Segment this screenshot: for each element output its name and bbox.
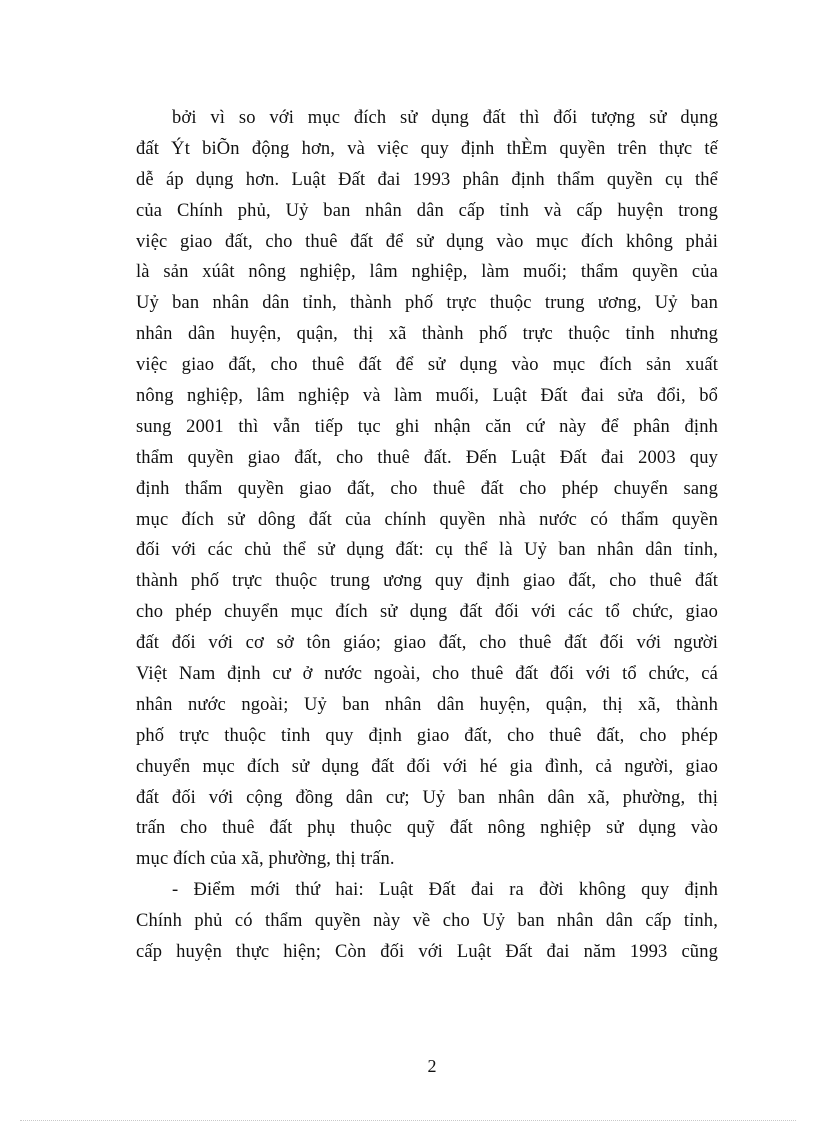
text-line: nhân dân huyện, quận, thị xã thành phố trực thuộc tỉnh nhưng bbox=[136, 324, 718, 345]
text-line: việc giao đất, cho thuê đất để sử dụng vào mục đích sản xuất bbox=[136, 355, 718, 376]
text-line: cấp huyện thực hiện; Còn đối với Luật Đất đai năm 1993 cũng bbox=[136, 942, 718, 963]
text-line: trấn cho thuê đất phụ thuộc quỹ đất nông nghiệp sử dụng vào bbox=[136, 818, 718, 839]
page-bottom-divider bbox=[20, 1120, 796, 1121]
text-line: chuyển mục đích sử dụng đất đối với hé gia đình, cả người, giao bbox=[136, 756, 718, 777]
text-line: của Chính phủ, Uỷ ban nhân dân cấp tỉnh và cấp huyện trong bbox=[136, 200, 718, 221]
text-line: mục đích sử dông đất của chính quyền nhà nước có thẩm quyền bbox=[136, 509, 718, 530]
text-line: mục đích của xã, phường, thị trấn. bbox=[136, 849, 395, 870]
paragraph-1 bbox=[136, 103, 718, 875]
text-line: phố trực thuộc tỉnh quy định giao đất, cho thuê đất, cho phép bbox=[136, 725, 718, 746]
body-text bbox=[136, 103, 718, 968]
text-line: Việt Nam định cư ở nước ngoài, cho thuê đất đối với tổ chức, cá bbox=[136, 664, 718, 685]
text-line: thành phố trực thuộc trung ương quy định giao đất, cho thuê đất bbox=[136, 571, 718, 592]
text-line: - Điểm mới thứ hai: Luật Đất đai ra đời không quy định bbox=[172, 880, 718, 901]
text-line: định thẩm quyền giao đất, cho thuê đất cho phép chuyển sang bbox=[136, 478, 718, 499]
text-line: việc giao đất, cho thuê đất để sử dụng vào mục đích không phải bbox=[136, 231, 718, 252]
text-line: thẩm quyền giao đất, cho thuê đất. Đến Luật Đất đai 2003 quy bbox=[136, 447, 718, 468]
text-line: đất đối với cơ sở tôn giáo; giao đất, cho thuê đất đối với người bbox=[136, 633, 718, 654]
page-number: 2 bbox=[427, 1056, 437, 1076]
text-line: đất đối với cộng đồng dân cư; Uỷ ban nhân dân xã, phường, thị bbox=[136, 787, 718, 808]
text-line: nhân nước ngoài; Uỷ ban nhân dân huyện, quận, thị xã, thành bbox=[136, 694, 718, 715]
text-line: đất Ýt biÕn động hơn, và việc quy định thÈm quyền trên thực tế bbox=[136, 138, 718, 159]
text-line: nông nghiệp, lâm nghiệp và làm muối, Luật Đất đai sửa đổi, bổ bbox=[136, 386, 718, 407]
text-line: là sản xúât nông nghiệp, lâm nghiệp, làm muối; thẩm quyền của bbox=[136, 262, 718, 283]
text-line: Uỷ ban nhân dân tỉnh, thành phố trực thuộc trung ương, Uỷ ban bbox=[136, 293, 718, 314]
text-line: dễ áp dụng hơn. Luật Đất đai 1993 phân định thẩm quyền cụ thể bbox=[136, 169, 718, 190]
text-line: sung 2001 thì vẫn tiếp tục ghi nhận căn cứ này để phân định bbox=[136, 416, 718, 437]
text-line: đối với các chủ thể sử dụng đất: cụ thể là Uỷ ban nhân dân tỉnh, bbox=[136, 540, 718, 561]
text-line: cho phép chuyển mục đích sử dụng đất đối với các tổ chức, giao bbox=[136, 602, 718, 623]
text-line: Chính phủ có thẩm quyền này về cho Uỷ ban nhân dân cấp tỉnh, bbox=[136, 911, 718, 932]
text-line: bởi vì so với mục đích sử dụng đất thì đối tượng sử dụng bbox=[172, 108, 718, 128]
paragraph-2 bbox=[136, 875, 718, 968]
